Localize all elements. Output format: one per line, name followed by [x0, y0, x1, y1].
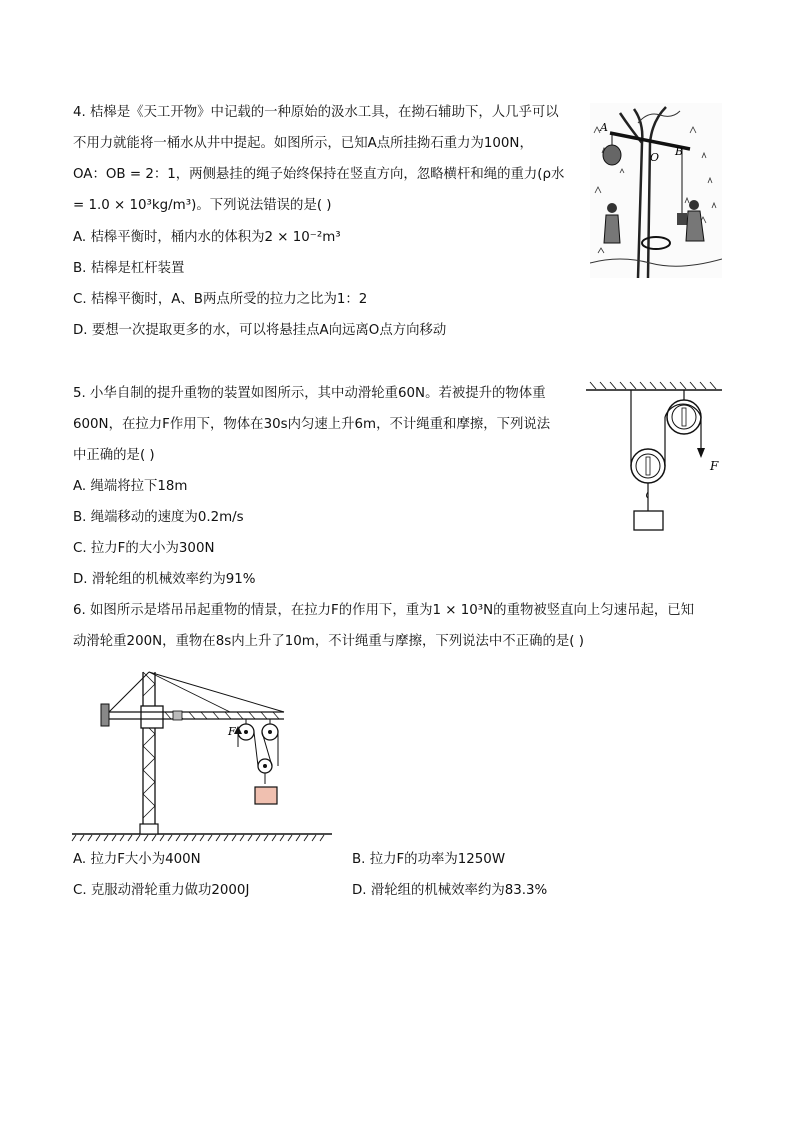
q6-option-b[interactable]: B. 拉力F的功率为1250W: [352, 852, 506, 867]
q5-stem-line-2: 600N，在拉力F作用下，物体在30s内匀速上升6m，不计绳重和摩擦，下列说法: [73, 417, 551, 432]
q4-option-b[interactable]: B. 桔槔是杠杆装置: [73, 261, 185, 276]
q5-option-c[interactable]: C. 拉力F的大小为300N: [73, 541, 215, 556]
q5-option-a[interactable]: A. 绳端将拉下18m: [73, 479, 188, 494]
q4-option-d[interactable]: D. 要想一次提取更多的水，可以将悬挂点A向远离O点方向移动: [73, 323, 447, 338]
label-force-f: F: [228, 725, 236, 738]
q5-pulley-system-figure: [584, 380, 724, 535]
q4-option-c[interactable]: C. 桔槔平衡时，A、B两点所受的拉力之比为1：2: [73, 292, 368, 307]
label-force-f: F: [710, 459, 719, 473]
q6-stem-line-1: 6. 如图所示是塔吊吊起重物的情景，在拉力F的作用下，重为1 × 10³N的重物被竖直向上匀速吊起，已知: [73, 603, 695, 618]
q6-tower-crane-figure: [70, 662, 340, 842]
q6-option-a[interactable]: A. 拉力F大小为400N: [73, 852, 201, 867]
q5-option-b[interactable]: B. 绳端移动的速度为0.2m/s: [73, 510, 244, 525]
label-point-o: O: [650, 151, 660, 164]
q6-option-d[interactable]: D. 滑轮组的机械效率约为83.3%: [352, 883, 548, 898]
q4-option-a[interactable]: A. 桔槔平衡时，桶内水的体积为2 × 10⁻²m³: [73, 230, 341, 245]
q4-stem-line-3: OA：OB = 2：1，两侧悬挂的绳子始终保持在竖直方向，忽略横杆和绳的重力(ρ水: [73, 167, 565, 182]
q5-stem-line-1: 5. 小华自制的提升重物的装置如图所示，其中动滑轮重60N。若被提升的物体重: [73, 386, 546, 401]
q5-stem-line-3: 中正确的是( ): [73, 448, 155, 463]
label-point-b: B: [675, 145, 684, 158]
q4-stem-line-4: = 1.0 × 10³kg/m³)。下列说法错误的是( ): [73, 198, 332, 213]
q4-well-sweep-illustration: [590, 103, 722, 278]
q6-option-c[interactable]: C. 克服动滑轮重力做功2000J: [73, 883, 250, 898]
q4-stem-line-1: 4. 桔槔是《天工开物》中记载的一种原始的汲水工具，在拗石辅助下，人几乎可以: [73, 105, 559, 120]
label-point-a: A: [600, 121, 608, 134]
q5-option-d[interactable]: D. 滑轮组的机械效率约为91%: [73, 572, 256, 587]
q6-stem-line-2: 动滑轮重200N，重物在8s内上升了10m，不计绳重与摩擦，下列说法中不正确的是( ): [73, 634, 584, 649]
q4-stem-line-2: 不用力就能将一桶水从井中提起。如图所示，已知A点所挂拗石重力为100N，: [73, 136, 533, 151]
